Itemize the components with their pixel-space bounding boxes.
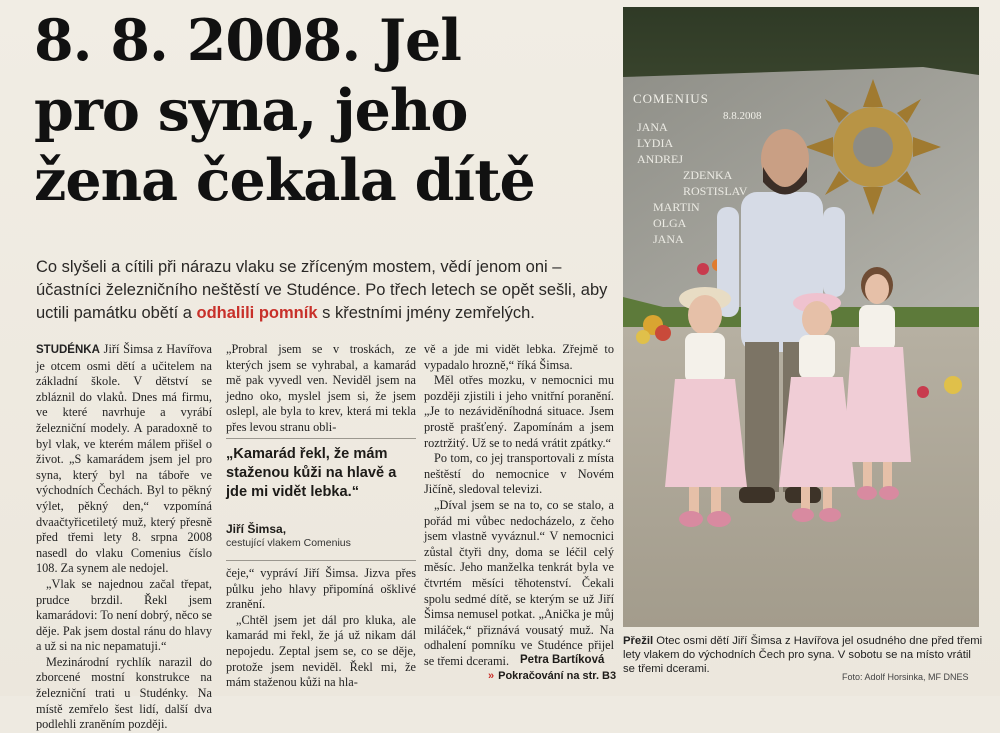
article-column-2-bottom [226,566,416,691]
pullquote: „Kamarád řekl, že mám staženou kůži na hlavě a jde mi vidět lebka.“ [226,446,397,500]
column2-paragraph-2: čeje,“ vypráví Jiří Šimsa. Jizva přes půlku jeho hlavy připomíná ošklivé zranění. [226,566,416,612]
lead-text-start: Co slyšeli a cítili při nárazu vlaku se zříceným mostem, vědí jenom oni – účastníci železničního neštěstí ve Studénce. Po třech letech se opět sešli, aby uctili památku obětí a [36,258,608,322]
monument-date: 8.8.2008 [723,110,762,122]
column3-paragraph-4: „Díval jsem se na to, co se stalo, a pořád mi vůbec nedocházelo, z čeho jsem vlastně vyváznul.“ V nemocnici zůstal čtyři dny, doma se léčil celý měsíc. Jeho manželka tenkrát byla ve čtvrtém měsíci těhotenství. Čekali spolu sedmé dítě, se kterým se už Jiří Šimsa nemusel potkat. „Anička je můj miláček,“ přiznává vousatý muž. Na odhalení pomníku ve Studénce přijel se třemi dcerami. [424,497,614,668]
dateline: STUDÉNKA [36,344,100,356]
column1-paragraph-3: Mezinárodní rychlík narazil do zborcené mostní konstrukce na železniční trati u Studénky. Na místě zemřelo šest lidí, další dva podlehli zraněním později. [36,654,212,732]
name-3: ANDREJ [637,152,684,166]
column3-paragraph-1: vě a jde mi vidět lebka. Zřejmě to vypadalo hrozně,“ říká Šimsa. [424,342,614,372]
headline: 8. 8. 2008. Jel pro syna, jeho žena čekala dítě [34,7,535,214]
photo-credit: Foto: Adolf Horsinka, MF DNES [842,672,969,682]
column3-paragraph-2: Měl otřes mozku, v nemocnici mu později zjistili i jeho vnitřní poranění. „Je to nezáviděníhodná situace. Jsem prostě prašťený. Zapomínám a jsem roztržitý. Už se to nedá vrátit zpátky.“ [424,373,614,450]
name-6: MARTIN [653,200,700,214]
caption-text: Otec osmi dětí Jiří Šimsa z Havířova jel osudného dne před třemi lety vlakem do východních Čech pro syna. V sobotu se na místo vrátil se třemi dcerami. [623,635,983,675]
pullquote-rule-bottom [226,560,416,561]
name-7: OLGA [653,216,687,230]
photo-caption [623,634,983,676]
sun-sculpture [805,79,941,215]
column2-paragraph-3: „Chtěl jsem jet dál pro kluka, ale kamarád mi řekl, že já už nikam dál nepojedu. Zeptal jsem se, co se děje, protože jsem neviděl. Řekl mi, že mám staženou kůži na hla- [226,612,416,690]
name-8: JANA [653,232,684,246]
column1-text-1: Jiří Šimsa z Havířova je otcem osmi dětí a učitelem na základní škole. V dětství se zbláznil do vlaků. Dnes má firmu, ve které navrhuje a vyrábí železniční modely. A paradoxně to byl vlak, ve kterém málem přišel o život. „S kamarádem jsem jel pro syna, který byl na táboře ve východních Čechách. Byl to pěkný výlet, pěkný den,“ vzpomíná dvaačtyřicetiletý muž, který přesně před třemi lety 8. srpna 2008 nasedl do vlaku Comenius číslo 108. Za synem ale nedojel. [36,342,212,576]
pullquote-role: cestující vlakem Comenius [226,537,351,549]
lead-text-end: s křestními jmény zemřelých. [317,304,535,322]
continued-note [488,670,616,682]
pullquote-name: Jiří Šimsa, [226,522,287,536]
article-column-3 [424,342,614,669]
lead-paragraph [36,256,616,325]
lead-highlight: odhalili pomník [196,304,318,322]
column1-paragraph-2: „Vlak se najednou začal třepat, prudce brzdil. Řekl jsem kamarádovi: To není dobrý, něco se děje. Pak jsem dostal ránu do hlavy a už si na nic nepamatuji.“ [36,576,212,654]
column1-paragraph-1 [36,342,212,577]
name-5: ROSTISLAV [683,184,748,198]
caption-lead: Přežil [623,635,654,647]
name-1: JANA [637,120,668,134]
continue-arrow-icon: » [488,670,495,682]
name-2: LYDIA [637,136,674,150]
article-column-1 [36,342,212,733]
article-column-2-top [226,342,416,436]
byline: Petra Bartíková [520,654,605,666]
column3-paragraph-3: Po tom, co jej transportovali z místa neštěstí do nemocnice v Novém Jičíně, sledoval televizi. [424,451,614,497]
column2-paragraph-1: „Probral jsem se v troskách, ze kterých jsem se vyhrabal, a kamarád mě pak vyvedl ven. Neviděl jsem na jedno oko, myslel jsem si, že jsem oslepl, ale byla to krev, která mi tekla přes levou stranu obli- [226,342,416,434]
memorial-photo [623,7,979,627]
monument-title: COMENIUS [633,91,709,106]
name-4: ZDENKA [683,168,733,182]
photo-illustration [623,7,979,627]
pullquote-rule-top [226,438,416,439]
continued-text: Pokračování na str. B3 [498,670,617,682]
